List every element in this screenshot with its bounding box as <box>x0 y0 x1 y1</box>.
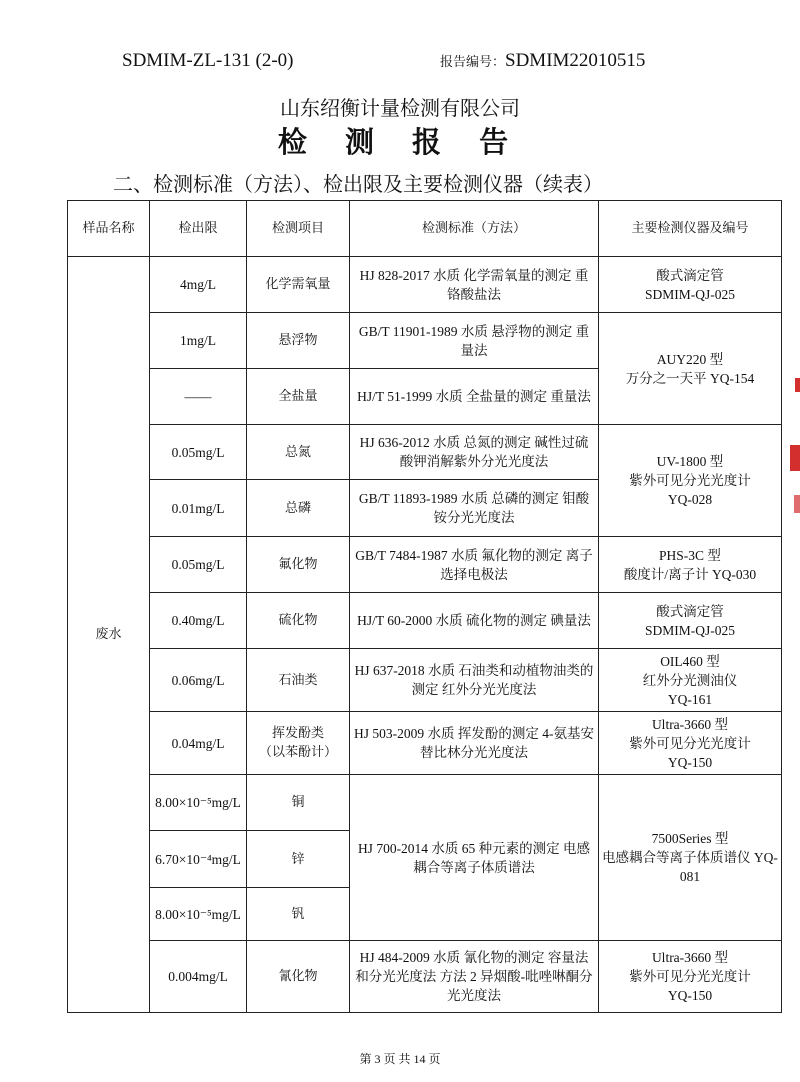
company-name: 山东绍衡计量检测有限公司 <box>280 96 520 120</box>
instrument-cell: Ultra-3660 型 紫外可见分光光度计 YQ-150 <box>599 712 782 775</box>
limit-cell: 4mg/L <box>150 257 247 313</box>
item-cell: 总氮 <box>247 425 350 480</box>
limit-cell: 0.06mg/L <box>150 649 247 712</box>
standard-cell: HJ 503-2009 水质 挥发酚的测定 4-氨基安替比林分光光度法 <box>350 712 599 775</box>
standard-cell: HJ 828-2017 水质 化学需氧量的测定 重铬酸盐法 <box>350 257 599 313</box>
limit-cell: 0.004mg/L <box>150 941 247 1013</box>
instrument-cell: 7500Series 型 电感耦合等离子体质谱仪 YQ-081 <box>599 775 782 941</box>
standard-cell: HJ/T 60-2000 水质 硫化物的测定 碘量法 <box>350 593 599 649</box>
item-cell: 氟化物 <box>247 537 350 593</box>
standard-cell: HJ 700-2014 水质 65 种元素的测定 电感耦合等离子体质谱法 <box>350 775 599 941</box>
item-cell: 挥发酚类 （以苯酚计） <box>247 712 350 775</box>
limit-cell: 0.01mg/L <box>150 480 247 537</box>
table-row <box>68 649 782 712</box>
page-title: 检 测 报 告 <box>277 125 523 159</box>
instrument-cell: OIL460 型 红外分光测油仪 YQ-161 <box>599 649 782 712</box>
table-row <box>68 257 782 313</box>
item-cell: 钒 <box>247 888 350 941</box>
instrument-cell: 酸式滴定管 SDMIM-QJ-025 <box>599 257 782 313</box>
item-cell: 石油类 <box>247 649 350 712</box>
table-header-row <box>68 201 782 257</box>
instrument-cell: 酸式滴定管 SDMIM-QJ-025 <box>599 593 782 649</box>
report-number-label: 报告编号： <box>440 55 506 70</box>
item-cell: 铜 <box>247 775 350 831</box>
table-row <box>68 425 782 480</box>
item-cell: 锌 <box>247 831 350 888</box>
standard-cell: GB/T 11901-1989 水质 悬浮物的测定 重量法 <box>350 313 599 369</box>
header-sample-name: 样品名称 <box>68 201 150 257</box>
item-cell: 全盐量 <box>247 369 350 425</box>
header-standard: 检测标准（方法） <box>350 201 599 257</box>
limit-cell: 8.00×10⁻⁵mg/L <box>150 775 247 831</box>
limit-cell: 0.04mg/L <box>150 712 247 775</box>
table-row <box>68 712 782 775</box>
standard-cell: GB/T 11893-1989 水质 总磷的测定 钼酸铵分光光度法 <box>350 480 599 537</box>
table-row <box>68 313 782 369</box>
limit-cell: —— <box>150 369 247 425</box>
limit-cell: 0.05mg/L <box>150 537 247 593</box>
limit-cell: 0.05mg/L <box>150 425 247 480</box>
standard-cell: GB/T 7484-1987 水质 氟化物的测定 离子选择电极法 <box>350 537 599 593</box>
seal-edge-mark <box>795 378 800 392</box>
standard-cell: HJ 484-2009 水质 氰化物的测定 容量法和分光光度法 方法 2 异烟酸-吡唑啉酮分光光度法 <box>350 941 599 1013</box>
limit-cell: 8.00×10⁻⁵mg/L <box>150 888 247 941</box>
item-cell: 化学需氧量 <box>247 257 350 313</box>
item-cell: 氰化物 <box>247 941 350 1013</box>
detection-table <box>67 200 782 1013</box>
limit-cell: 6.70×10⁻⁴mg/L <box>150 831 247 888</box>
table-row <box>68 593 782 649</box>
report-number <box>440 50 645 72</box>
table-row <box>68 537 782 593</box>
seal-edge-mark <box>794 495 800 513</box>
document-code: SDMIM-ZL-131 (2-0) <box>122 50 294 71</box>
item-cell: 悬浮物 <box>247 313 350 369</box>
standard-cell: HJ/T 51-1999 水质 全盐量的测定 重量法 <box>350 369 599 425</box>
header-detection-limit: 检出限 <box>150 201 247 257</box>
limit-cell: 0.40mg/L <box>150 593 247 649</box>
table-row <box>68 775 782 831</box>
limit-cell: 1mg/L <box>150 313 247 369</box>
table-row <box>68 941 782 1013</box>
instrument-cell: UV-1800 型 紫外可见分光光度计 YQ-028 <box>599 425 782 537</box>
instrument-cell: PHS-3C 型 酸度计/离子计 YQ-030 <box>599 537 782 593</box>
sample-name-cell: 废水 <box>68 257 150 1013</box>
header-instrument: 主要检测仪器及编号 <box>599 201 782 257</box>
seal-edge-mark <box>790 445 800 471</box>
item-cell: 硫化物 <box>247 593 350 649</box>
header-test-item: 检测项目 <box>247 201 350 257</box>
section-subtitle: 二、检测标准（方法）、检出限及主要检测仪器（续表） <box>113 172 603 196</box>
standard-cell: HJ 636-2012 水质 总氮的测定 碱性过硫酸钾消解紫外分光光度法 <box>350 425 599 480</box>
report-number-value: SDMIM22010515 <box>505 50 646 71</box>
instrument-cell: Ultra-3660 型 紫外可见分光光度计 YQ-150 <box>599 941 782 1013</box>
instrument-cell: AUY220 型 万分之一天平 YQ-154 <box>599 313 782 425</box>
item-cell: 总磷 <box>247 480 350 537</box>
standard-cell: HJ 637-2018 水质 石油类和动植物油类的测定 红外分光光度法 <box>350 649 599 712</box>
page-footer: 第 3 页 共 14 页 <box>359 1052 441 1066</box>
